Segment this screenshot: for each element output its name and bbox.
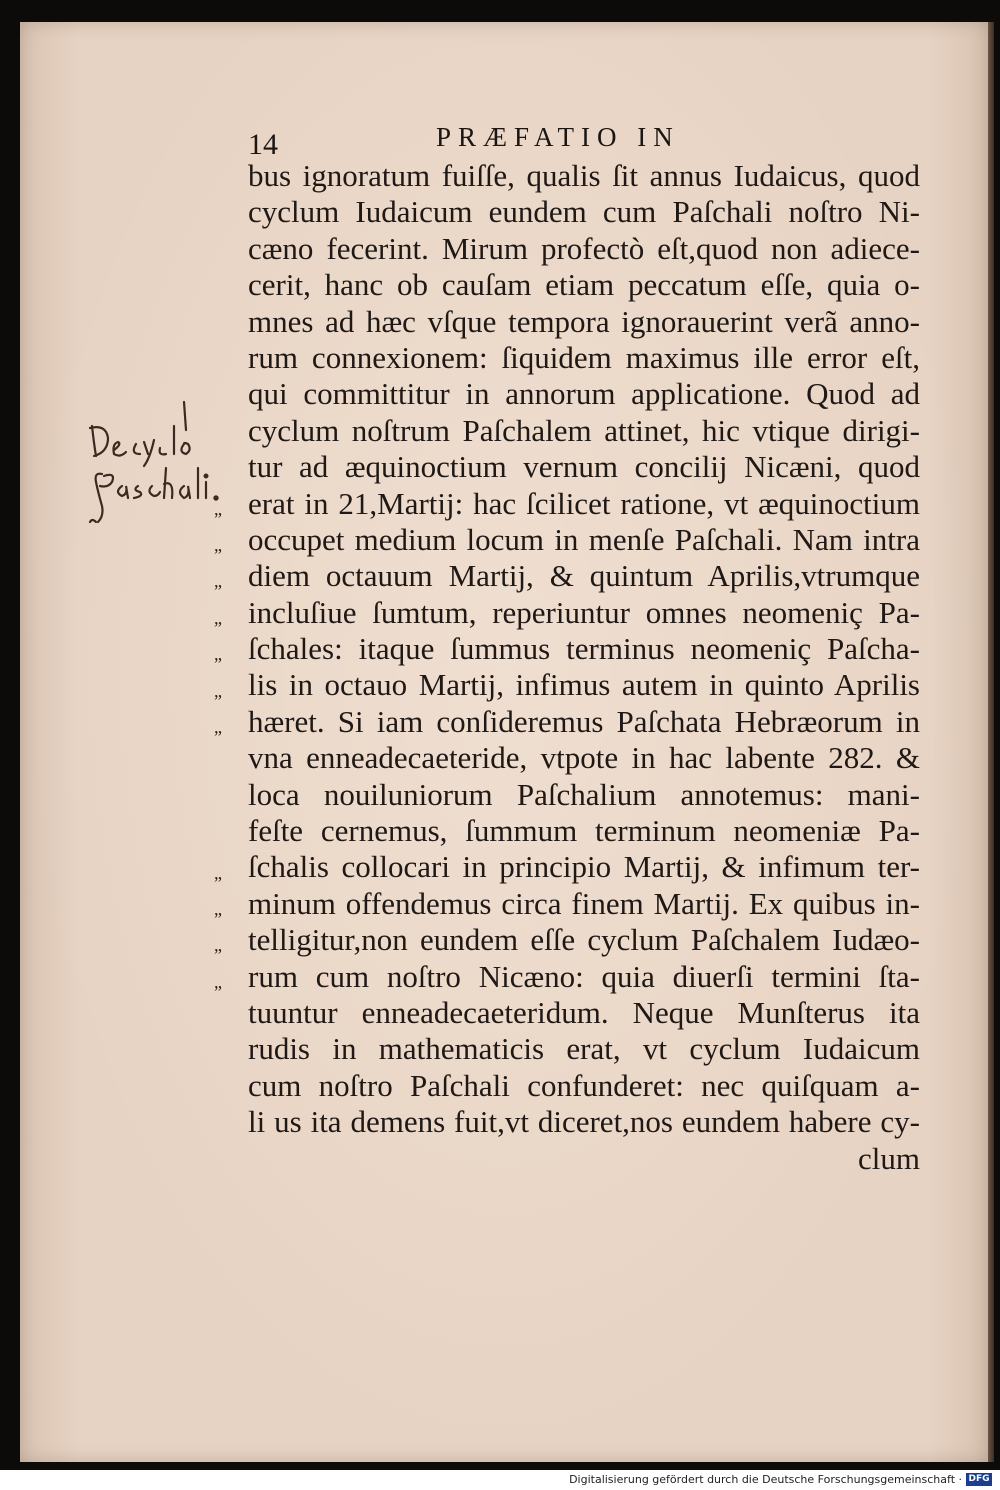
text-line: minum offendemus circa finem Martij. Ex quibus in- (248, 885, 920, 921)
text-line: lis in octauo Martij, infimus autem in quinto Aprilis (248, 667, 920, 703)
quotation-mark: „ (214, 535, 222, 555)
text-line: cæno fecerint. Mirum profectò eſt,quod non adiece- (248, 230, 920, 266)
running-head: PRÆFATIO IN (436, 122, 680, 152)
quotation-mark: „ (214, 862, 222, 883)
quotation-mark: „ (214, 644, 222, 665)
quotation-mark: „ (214, 717, 222, 737)
text-line: incluſiue ſumtum, reperiuntur omnes neomeniç Pa- (248, 594, 920, 630)
footer-bar (0, 1470, 1000, 1490)
text-line: feſte cernemus, ſummum terminum neomeniæ Pa- (248, 813, 920, 849)
quotation-mark: „ (214, 607, 222, 628)
text-line: cyclum noſtrum Paſchalem attinet, hic vtique dirigi- (248, 412, 920, 448)
text-line: cum noſtro Paſchali confunderet: nec quiſquam a- (248, 1067, 920, 1103)
text-line: qui committitur in annorum applicatione. Quod ad (248, 376, 920, 412)
page-number: 14 (248, 128, 278, 161)
dfg-logo: DFG (966, 1473, 992, 1486)
handwritten-annotation-icon (88, 420, 228, 530)
text-line: cerit, hanc ob cauſam etiam peccatum eſſe, quia o- (248, 267, 920, 303)
text-line: mnes ad hæc vſque tempora ignorauerint verã anno- (248, 303, 920, 339)
text-line: hæret. Si iam conſideremus Paſchata Hebræorum in (248, 703, 920, 739)
text-line: ſchales: itaque ſummus terminus neomeniç Paſcha- (248, 631, 920, 667)
text-line: telligitur,non eundem eſſe cyclum Paſchalem Iudæo- (248, 922, 920, 958)
text-line: tuuntur enneadecaeteridum. Neque Munſterus ita (248, 994, 920, 1030)
text-line: rum connexionem: ſiquidem maximus ille error eſt, (248, 339, 920, 375)
text-line: bus ignoratum fuiſſe, qualis ſit annus Iudaicus, quod (248, 158, 920, 193)
text-line: diem octauum Martij, & quintum Aprilis,vtrumque (248, 558, 920, 594)
text-line: ſchalis collocari in principio Martij, & infimum ter- (248, 849, 920, 885)
text-line: rum cum noſtro Nicæno: quia diuerſi termini ſta- (248, 958, 920, 994)
text-line: vna enneadecaeteride, vtpote in hac labente 282. & (248, 740, 920, 776)
text-line: occupet medium locum in menſe Paſchali. Nam intra (248, 521, 920, 557)
text-line: clum (858, 1140, 920, 1176)
text-line: tur ad æquinoctium vernum concilij Nicæni, quod (248, 449, 920, 485)
text-line: rudis in mathematicis erat, vt cyclum Iudaicum (248, 1031, 920, 1067)
quotation-mark: „ (214, 571, 222, 592)
quotation-mark: „ (214, 971, 222, 992)
handwritten-marginal-note (88, 420, 228, 530)
body-text (248, 158, 920, 1177)
funding-credit: Digitalisierung gefördert durch die Deutsche Forschungsgemeinschaft · (569, 1473, 962, 1486)
text-line: cyclum Iudaicum eundem cum Paſchali noſtro Ni- (248, 194, 920, 230)
quotation-mark: „ (214, 899, 222, 919)
text-line: loca nouiluniorum Paſchalium annotemus: mani- (248, 776, 920, 812)
quotation-mark: „ (214, 498, 222, 519)
text-line: li us ita demens fuit,vt diceret,nos eundem habere cy- (248, 1104, 920, 1140)
text-line: erat in 21,Martij: hac ſcilicet ratione, vt æquinoctium (248, 485, 920, 521)
quotation-mark: „ (214, 680, 222, 701)
quotation-mark: „ (214, 935, 222, 956)
